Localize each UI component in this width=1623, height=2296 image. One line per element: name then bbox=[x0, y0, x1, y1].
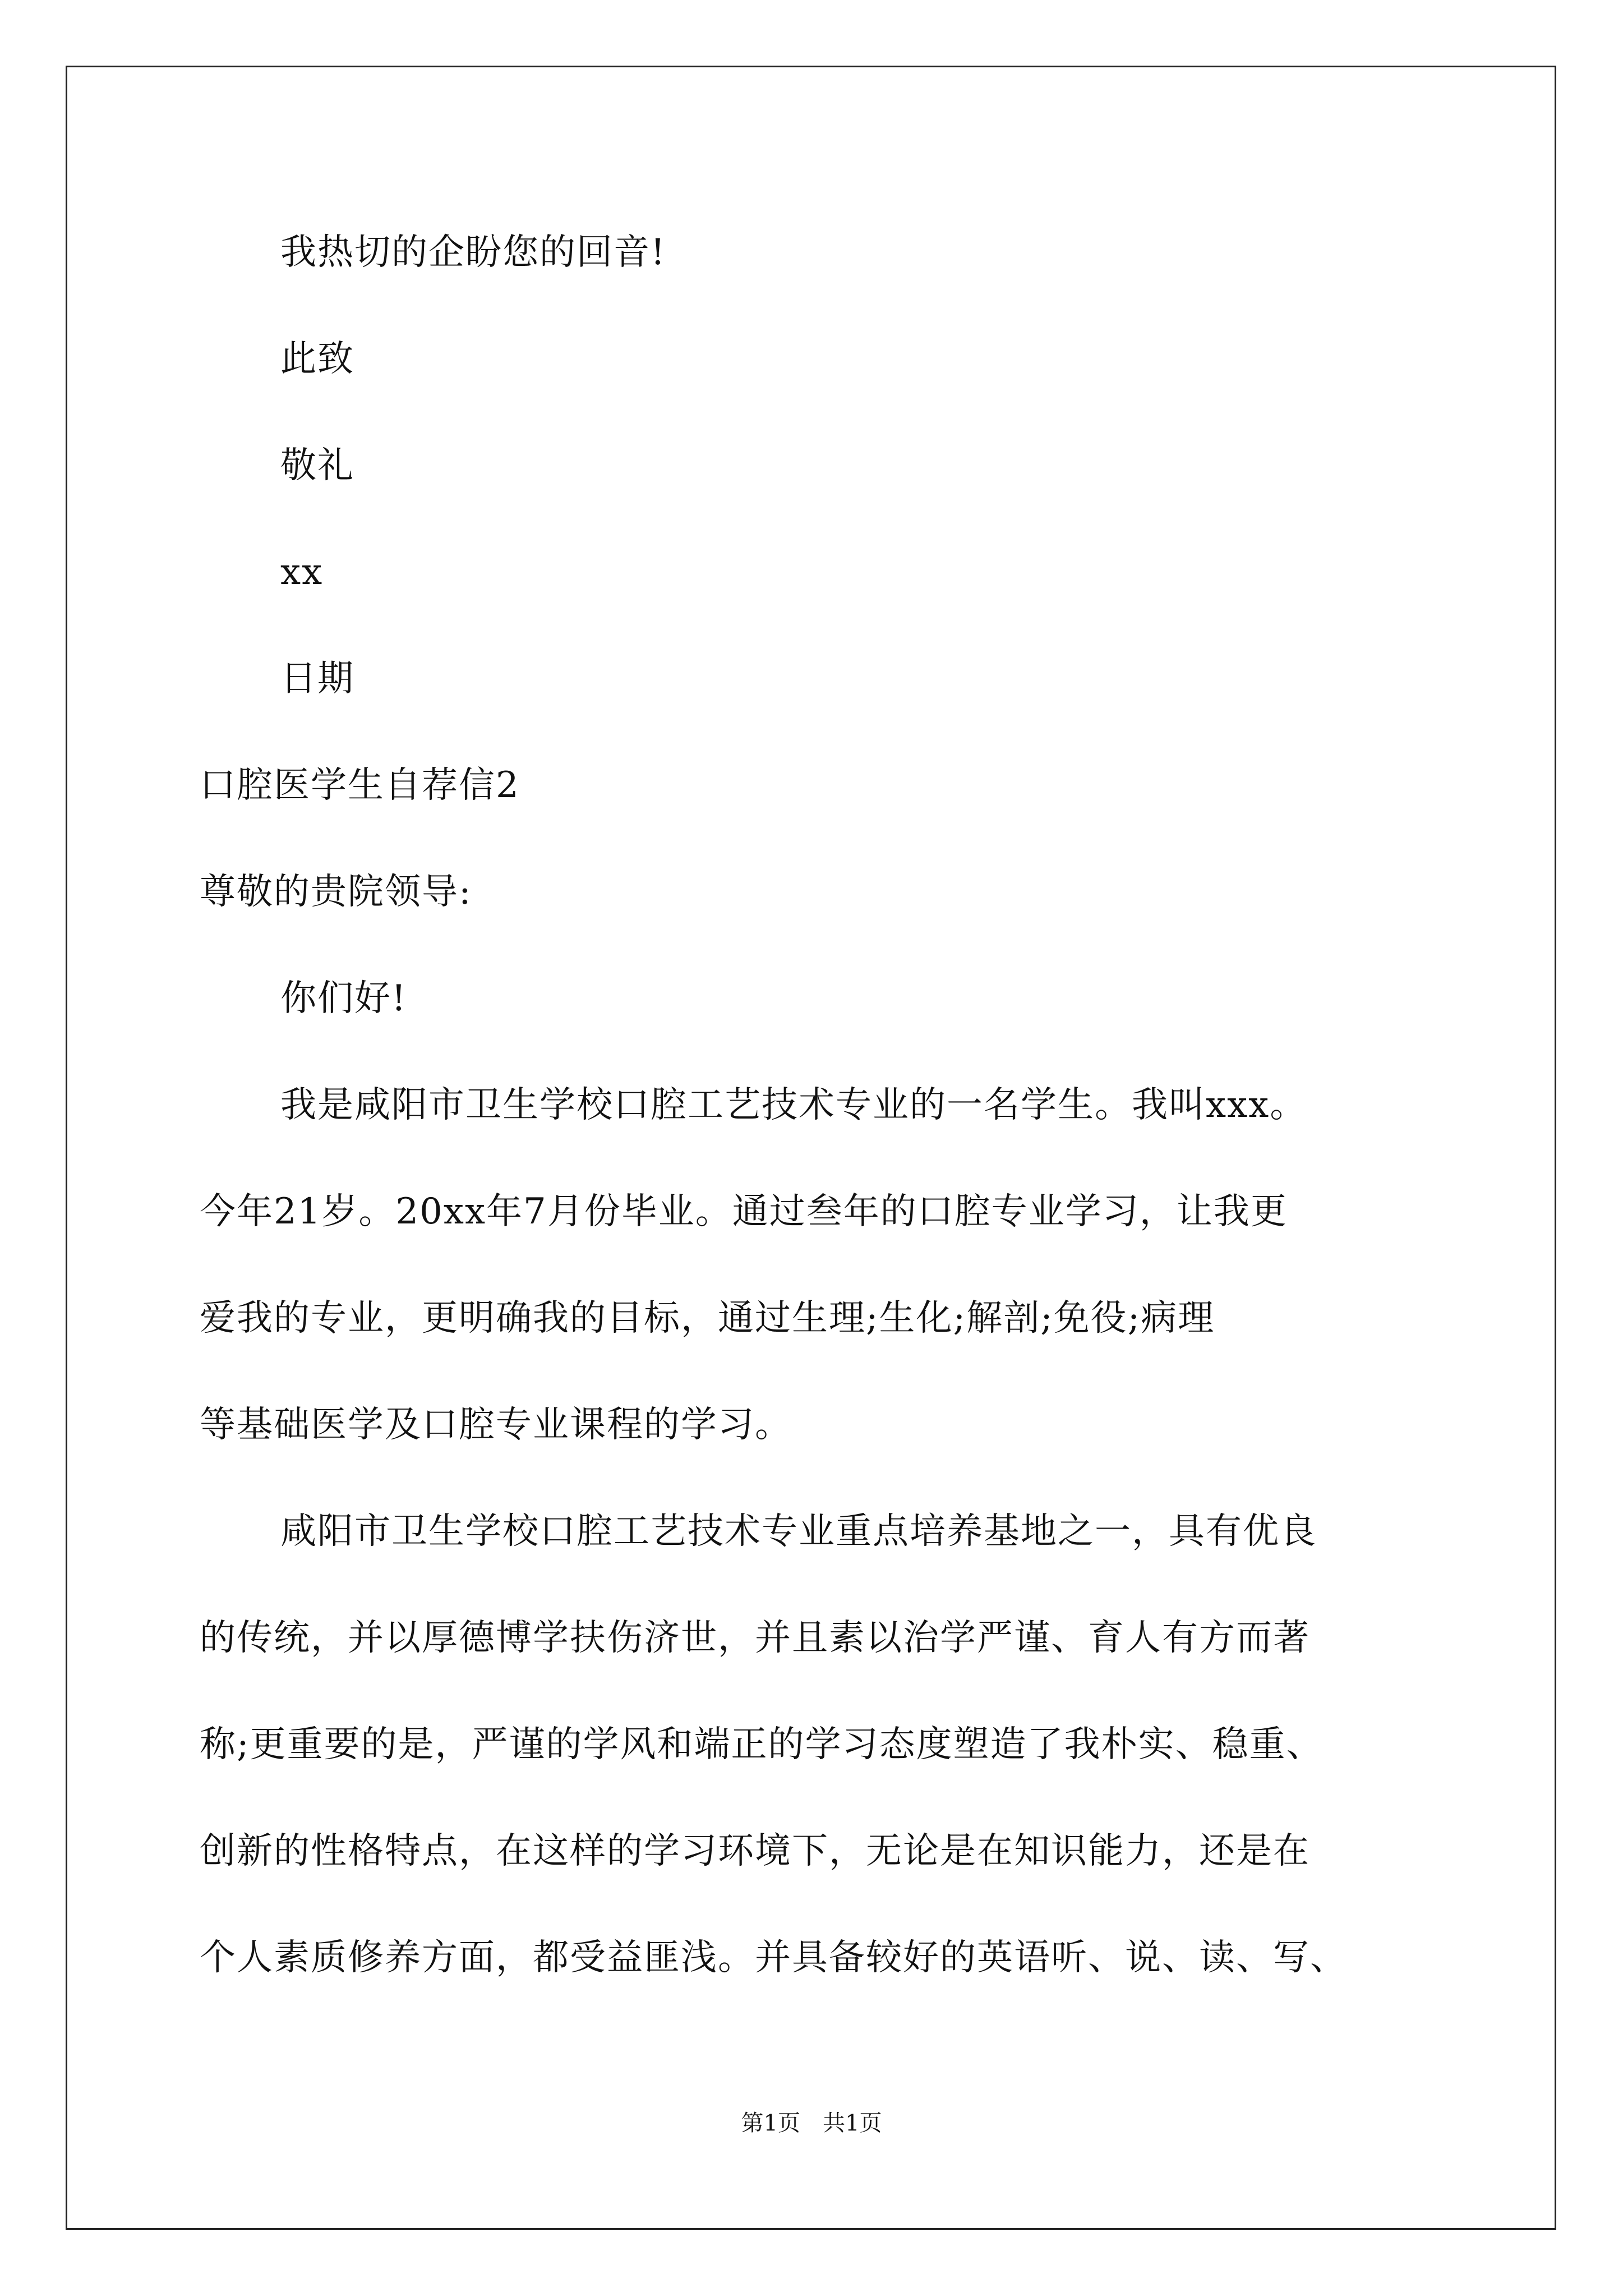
salutation-cizhi: 此致 bbox=[280, 338, 354, 380]
paragraph-line: 我是咸阳市卫生学校口腔工艺技术专业的一名学生。我叫xxx。 bbox=[280, 1084, 1307, 1126]
page-footer: 第1页 共1页 bbox=[741, 2110, 882, 2136]
paragraph-line: 今年21岁。20xx年7月份毕业。通过叁年的口腔专业学习，让我更 bbox=[200, 1191, 1288, 1232]
paragraph-line: 个人素质修养方面，都受益匪浅。并具备较好的英语听、说、读、写、 bbox=[200, 1937, 1347, 1978]
closing-hope-line: 我热切的企盼您的回音! bbox=[280, 232, 666, 273]
signature-name: xx bbox=[280, 551, 324, 593]
paragraph-line: 咸阳市卫生学校口腔工艺技术专业重点培养基地之一，具有优良 bbox=[280, 1511, 1317, 1552]
paragraph-line: 的传统，并以厚德博学扶伤济世，并且素以治学严谨、育人有方而著 bbox=[200, 1617, 1310, 1659]
paragraph-line: 等基础医学及口腔专业课程的学习。 bbox=[200, 1404, 792, 1446]
greeting-addressee: 尊敬的贵院领导: bbox=[200, 871, 472, 913]
salutation-jingli: 敬礼 bbox=[280, 445, 354, 486]
paragraph-line: 爱我的专业，更明确我的目标，通过生理;生化;解剖;免役;病理 bbox=[200, 1297, 1215, 1339]
page-border bbox=[66, 66, 1556, 2230]
section-heading: 口腔医学生自荐信2 bbox=[200, 765, 520, 806]
paragraph-line: 称;更重要的是，严谨的学风和端正的学习态度塑造了我朴实、稳重、 bbox=[200, 1724, 1324, 1765]
paragraph-line: 创新的性格特点，在这样的学习环境下，无论是在知识能力，还是在 bbox=[200, 1830, 1310, 1872]
signature-date: 日期 bbox=[280, 658, 354, 700]
greeting-hello: 你们好! bbox=[280, 978, 407, 1019]
